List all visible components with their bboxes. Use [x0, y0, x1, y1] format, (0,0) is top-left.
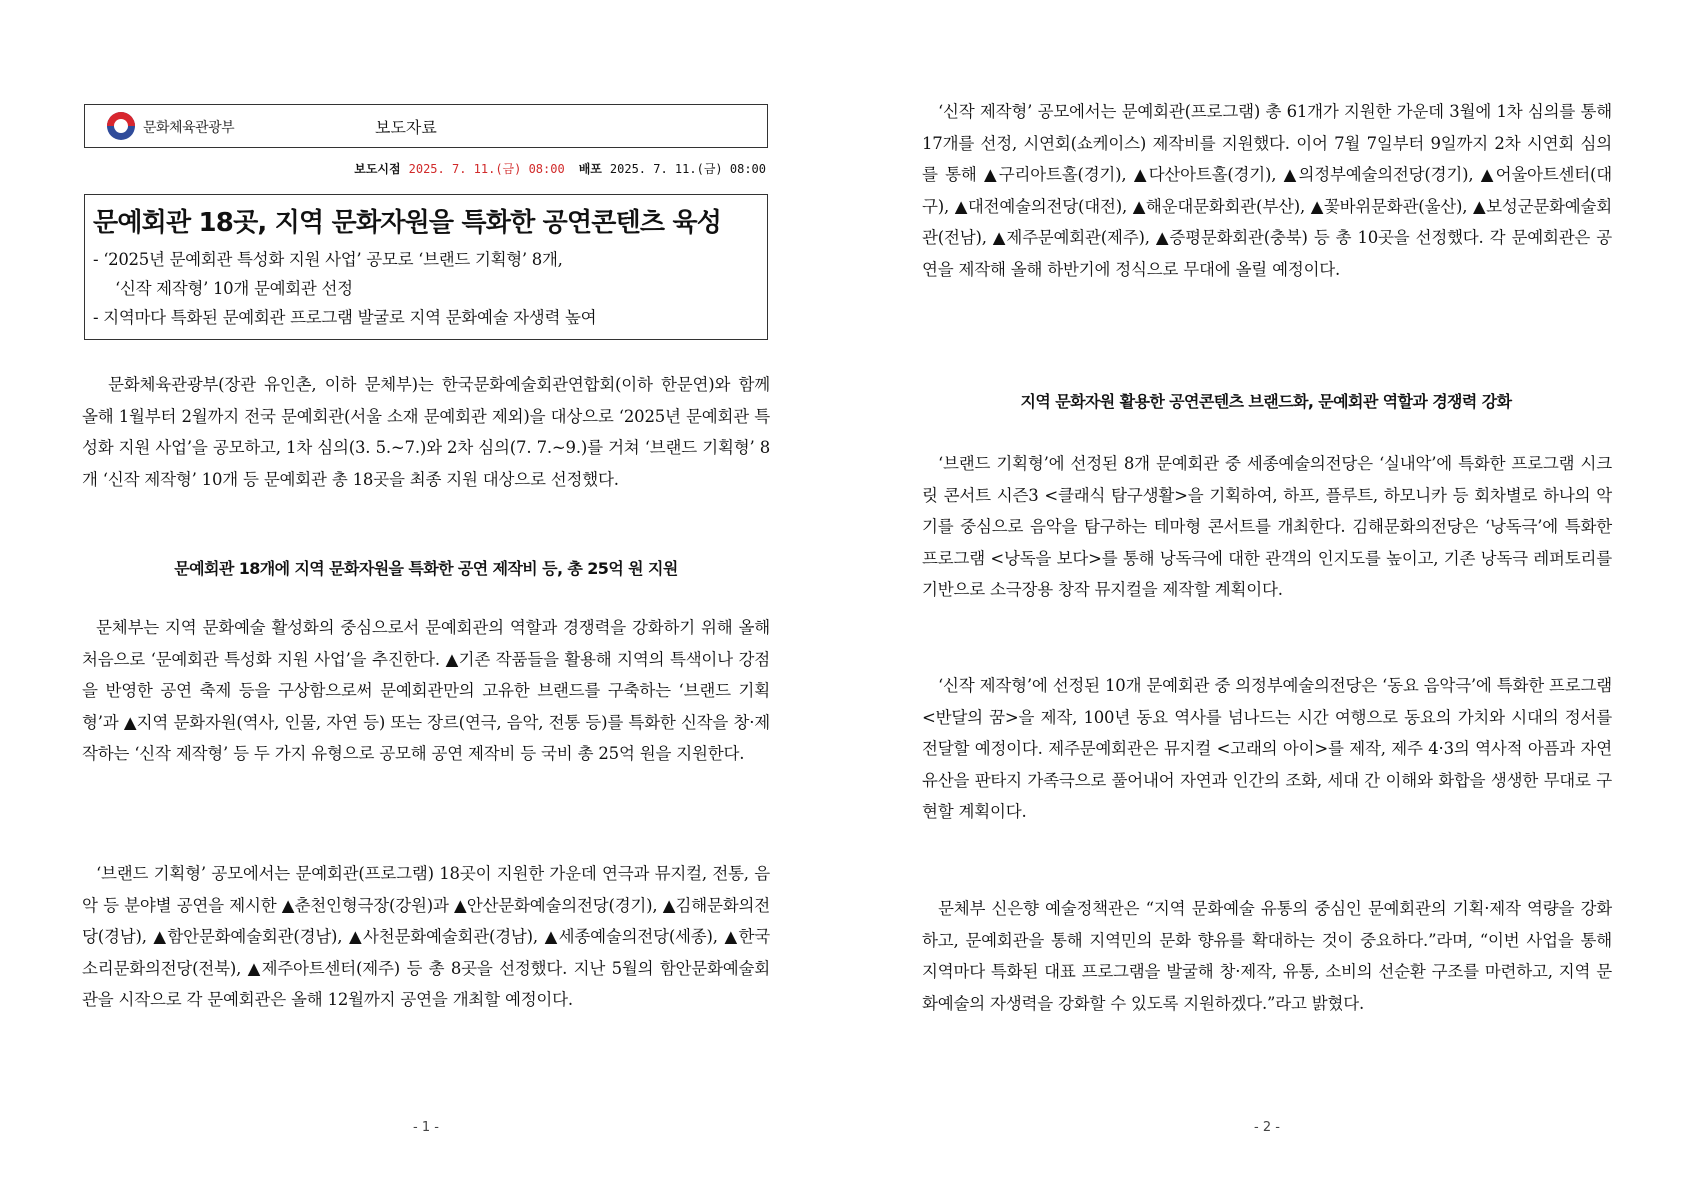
- dist-time: 2025. 7. 11.(금) 08:00: [609, 162, 766, 176]
- release-label: 보도시점: [354, 162, 401, 176]
- page-2: [922, 0, 1612, 1190]
- body-paragraph: 문화체육관광부(장관 유인촌, 이하 문체부)는 한국문화예술회관연합회(이하 한문연)와 함께 올해 1월부터 2월까지 전국 문예회관(서울 소재 문예회관 제외)을 대상으로 ‘2025년 문예회관 특성화 지원 사업’을 공모하고, 1차 심의(3. 5.~7.)와 2차 심의(7. 7.~9.)를 거쳐 ‘브랜드 기획형’ 8개 ‘신작 제작형’ 10개 등 문예회관 총 18곳을 최종 지원 대상으로 선정했다.: [82, 375, 770, 489]
- org-name: 문화체육관광부: [143, 120, 235, 136]
- subtitle-line: - ‘2025년 문예회관 특성화 지원 사업’ 공모로 ‘브랜드 기획형’ 8개,: [93, 250, 563, 269]
- taegeuk-logo-icon: [107, 112, 135, 140]
- subtitle-line: - 지역마다 특화된 문예회관 프로그램 발굴로 지역 문화예술 자생력 높여: [93, 308, 597, 327]
- subtitle-line: ‘신작 제작형’ 10개 문예회관 선정: [115, 279, 353, 298]
- doc-type: 보도자료: [375, 118, 437, 137]
- title-box: [84, 194, 768, 340]
- body-paragraph: 문체부 신은향 예술정책관은 “지역 문화예술 유통의 중심인 문예회관의 기획·제작 역량을 강화하고, 문예회관을 통해 지역민의 문화 향유를 확대하는 것이 중요하다.”라며, “이번 사업을 통해 지역마다 특화된 대표 프로그램을 발굴해 창·제작, 유통, 소비의 선순환 구조를 마련하고, 지역 문화예술의 자생력을 강화할 수 있도록 지원하겠다.”라고 밝혔다.: [922, 899, 1612, 1013]
- body-paragraph: ‘브랜드 기획형’ 공모에서는 문예회관(프로그램) 18곳이 지원한 가운데 연극과 뮤지컬, 전통, 음악 등 분야별 공연을 제시한 ▲춘천인형극장(강원)과 ▲안산문화예술의전당(경기), ▲김해문화의전당(경남), ▲함안문화예술회관(경남), ▲사천문화예술회관(경남), ▲세종예술의전당(세종), ▲한국소리문화의전당(전북), ▲제주아트센터(제주) 등 총 8곳을 선정했다. 지난 5월의 함안문화예술회관을 시작으로 각 문예회관은 올해 12월까지 공연을 개최할 예정이다.: [82, 864, 770, 1010]
- release-time: 2025. 7. 11.(금) 08:00: [408, 162, 565, 176]
- body-paragraph: 문체부는 지역 문화예술 활성화의 중심으로서 문예회관의 역할과 경쟁력을 강화하기 위해 올해 처음으로 ‘문예회관 특성화 지원 사업’을 추진한다. ▲기존 작품들을 활용해 지역의 특색이나 강점을 반영한 공연 축제 등을 구상함으로써 문예회관만의 고유한 브랜드를 구축하는 ‘브랜드 기획형’과 ▲지역 문화자원(역사, 인물, 자연 등) 또는 장르(연극, 음악, 전통 등)를 특화한 신작을 창·제작하는 ‘신작 제작형’ 등 두 가지 유형으로 공모해 공연 제작비 등 국비 총 25억 원을 지원한다.: [82, 618, 770, 764]
- release-line: [82, 160, 766, 177]
- section-heading: 지역 문화자원 활용한 공연콘텐츠 브랜드화, 문예회관 역할과 경쟁력 강화: [1020, 392, 1512, 411]
- section-heading: 문예회관 18개에 지역 문화자원을 특화한 공연 제작비 등, 총 25억 원 지원: [174, 559, 678, 578]
- dist-label: 배포: [578, 162, 602, 176]
- body-paragraph: ‘신작 제작형’ 공모에서는 문예회관(프로그램) 총 61개가 지원한 가운데 3월에 1차 심의를 통해 17개를 선정, 시연회(쇼케이스) 제작비를 지원했다. 이어 7월 7일부터 9일까지 2차 시연회 심의를 통해 ▲구리아트홀(경기), ▲다산아트홀(경기), ▲의정부예술의전당(경기), ▲어울아트센터(대구), ▲대전예술의전당(대전), ▲해운대문화회관(부산), ▲꽃바위문화관(울산), ▲보성군문화예술회관(전남), ▲제주문예회관(제주), ▲증평문화회관(충북) 등 총 10곳을 선정했다. 각 문예회관은 공연을 제작해 올해 하반기에 정식으로 무대에 올릴 예정이다.: [922, 102, 1612, 279]
- page-number: - 1 -: [413, 1120, 439, 1135]
- body-paragraph: ‘브랜드 기획형’에 선정된 8개 문예회관 중 세종예술의전당은 ‘실내악’에 특화한 프로그램 시크릿 콘서트 시즌3 <클래식 탐구생활>을 기획하여, 하프, 플루트, 하모니카 등 회차별로 하나의 악기를 중심으로 음악을 탐구하는 테마형 콘서트를 개최한다. 김해문화의전당은 ‘낭독극’에 특화한 프로그램 <낭독을 보다>를 통해 낭독극에 대한 관객의 인지도를 높이고, 기존 낭독극 레퍼토리를 기반으로 소극장용 창작 뮤지컬을 제작할 계획이다.: [922, 454, 1612, 600]
- body-paragraph: ‘신작 제작형’에 선정된 10개 문예회관 중 의정부예술의전당은 ‘동요 음악극’에 특화한 프로그램 <반달의 꿈>을 제작, 100년 동요 역사를 넘나드는 시간 여행으로 동요의 가치와 시대의 정서를 전달할 예정이다. 제주문예회관은 뮤지컬 <고래의 아이>를 제작, 제주 4·3의 역사적 아픔과 자연유산을 판타지 가족극으로 풀어내어 자연과 인간의 조화, 세대 간 이해와 화합을 생생한 무대로 구현할 계획이다.: [922, 676, 1613, 822]
- page-1: [82, 0, 770, 1190]
- header-box: [84, 104, 768, 148]
- page-title: 문예회관 18곳, 지역 문화자원을 특화한 공연콘텐츠 육성: [93, 208, 722, 238]
- page-number: - 2 -: [1254, 1120, 1280, 1135]
